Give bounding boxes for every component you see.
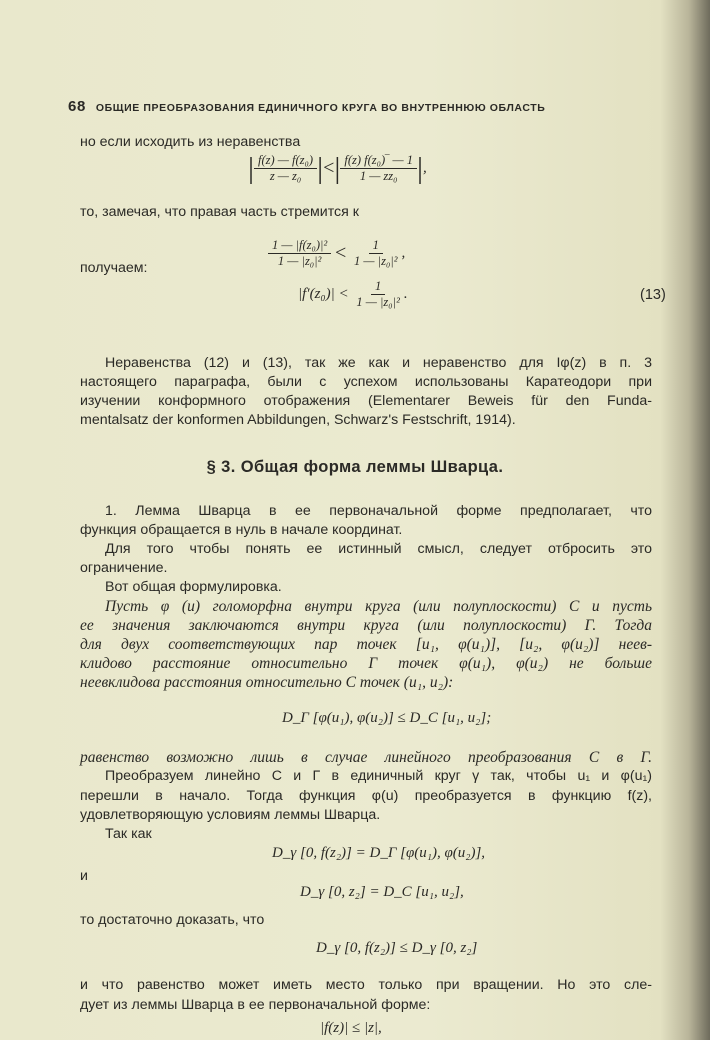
text-line: Для того чтобы понять ее истинный смысл, следует отбросить это — [105, 541, 652, 557]
text-line: то достаточно доказать, что — [80, 912, 265, 928]
numerator: f(z) f(z₀)‾ — 1 — [340, 153, 417, 169]
punctuation: , — [401, 244, 406, 261]
formula-schwarz-lemma: |f(z)| ≤ |z|, — [320, 1020, 382, 1036]
formula-distance-1: D_γ [0, f(z₂)] = D_Г [φ(u₁), φ(u₂)], — [272, 845, 486, 861]
text-line: функция обращается в нуль в начале координат. — [80, 522, 403, 538]
formula-inequality-1: | $\frac{\text{f(z) — f(z₀)}}{\text{z — z₀}}$ |<| $\frac{\text{f(z) f(z₀)‾ — 1}}{\text{1 — zz₀}}$ |, — [248, 151, 427, 185]
punctuation: , — [422, 159, 427, 176]
numerator: f(z) — f(z₀) — [254, 153, 317, 169]
theorem-line: для двух соответствующих пар точек [u₁, φ(u₁)], [u₂, φ(u₂)] неев- — [80, 636, 652, 653]
section-heading: § 3. Общая форма леммы Шварца. — [206, 458, 504, 476]
text-line: Неравенства (12) и (13), так же как и неравенство для Iφ(z) в п. 3 — [105, 355, 652, 371]
theorem-line: ее значения заключаются внутри круга (или полуплоскости) Г. Тогда — [80, 617, 652, 634]
equation-number: (13) — [640, 287, 666, 303]
text-line: получаем: — [80, 260, 148, 276]
text-line: перешли в начало. Тогда функция φ(u) преобразуется в функцию f(z), — [80, 788, 652, 804]
theorem-line: клидово расстояние относительно Г точек φ(u₁), φ(u₂) не больше — [80, 655, 652, 672]
denominator: 1 — |z₀|² — [354, 254, 398, 268]
running-header — [68, 98, 545, 115]
text-line: изучении конформного отображения (Elementarer Beweis für den Funda- — [80, 393, 652, 409]
page-number: 68 — [68, 98, 86, 115]
denominator: 1 — |z₀|² — [277, 254, 322, 268]
denominator: z — z₀ — [269, 169, 302, 183]
text-line: Так как — [105, 826, 152, 842]
relation: < — [335, 242, 347, 264]
text-line: но если исходить из неравенства — [80, 134, 301, 150]
formula-left: |f′(z₀)| < — [298, 285, 349, 302]
formula-13 — [298, 279, 408, 310]
text-line: и — [80, 868, 88, 884]
punctuation: . — [403, 285, 408, 302]
theorem-line: Пусть φ (u) голоморфна внутри круга (или полуплоскости) C и пусть — [105, 598, 652, 615]
numerator: 1 — [369, 238, 383, 254]
text-line: удовлетворяющую условиям леммы Шварца. — [80, 807, 381, 823]
text-line: mentalsatz der konformen Abbildungen, Schwarz's Festschrift, 1914). — [80, 412, 516, 428]
relation: < — [323, 157, 335, 179]
numerator: 1 — [371, 279, 385, 295]
text-line: и что равенство может иметь место только при вращении. Но это сле- — [80, 977, 652, 993]
theorem-line: неевклидова расстояния относительно C точек (u₁, u₂): — [80, 674, 454, 691]
text-line: настоящего параграфа, были с успехом использованы Каратеодори при — [80, 374, 652, 390]
theorem-line: равенство возможно лишь в случае линейного преобразования C в Г. — [80, 749, 652, 766]
text-line: ограничение. — [80, 560, 168, 576]
text-line: дует из леммы Шварца в ее первоначальной форме: — [80, 997, 431, 1013]
running-title: ОБЩИЕ ПРЕОБРАЗОВАНИЯ ЕДИНИЧНОГО КРУГА ВО ВНУТРЕННЮЮ ОБЛАСТЬ — [95, 102, 546, 114]
text-line: то, замечая, что правая часть стремится к — [80, 204, 359, 220]
formula-schwarz-general: D_Г [φ(u₁), φ(u₂)] ≤ D_C [u₁, u₂]; — [282, 710, 492, 726]
formula-to-prove: D_γ [0, f(z₂)] ≤ D_γ [0, z₂] — [316, 940, 478, 956]
denominator: 1 — |z₀|² — [356, 295, 400, 309]
numerator: 1 — |f(z₀)|² — [268, 238, 331, 254]
formula-distance-2: D_γ [0, z₂] = D_C [u₁, u₂], — [300, 884, 464, 900]
text-line: Преобразуем линейно C и Г в единичный круг γ так, чтобы u₁ и φ(u₁) — [105, 768, 652, 784]
denominator: 1 — zz₀ — [359, 169, 398, 183]
text-line: Вот общая формулировка. — [105, 579, 282, 595]
text-line: 1. Лемма Шварца в ее первоначальной форме предполагает, что — [105, 503, 652, 519]
